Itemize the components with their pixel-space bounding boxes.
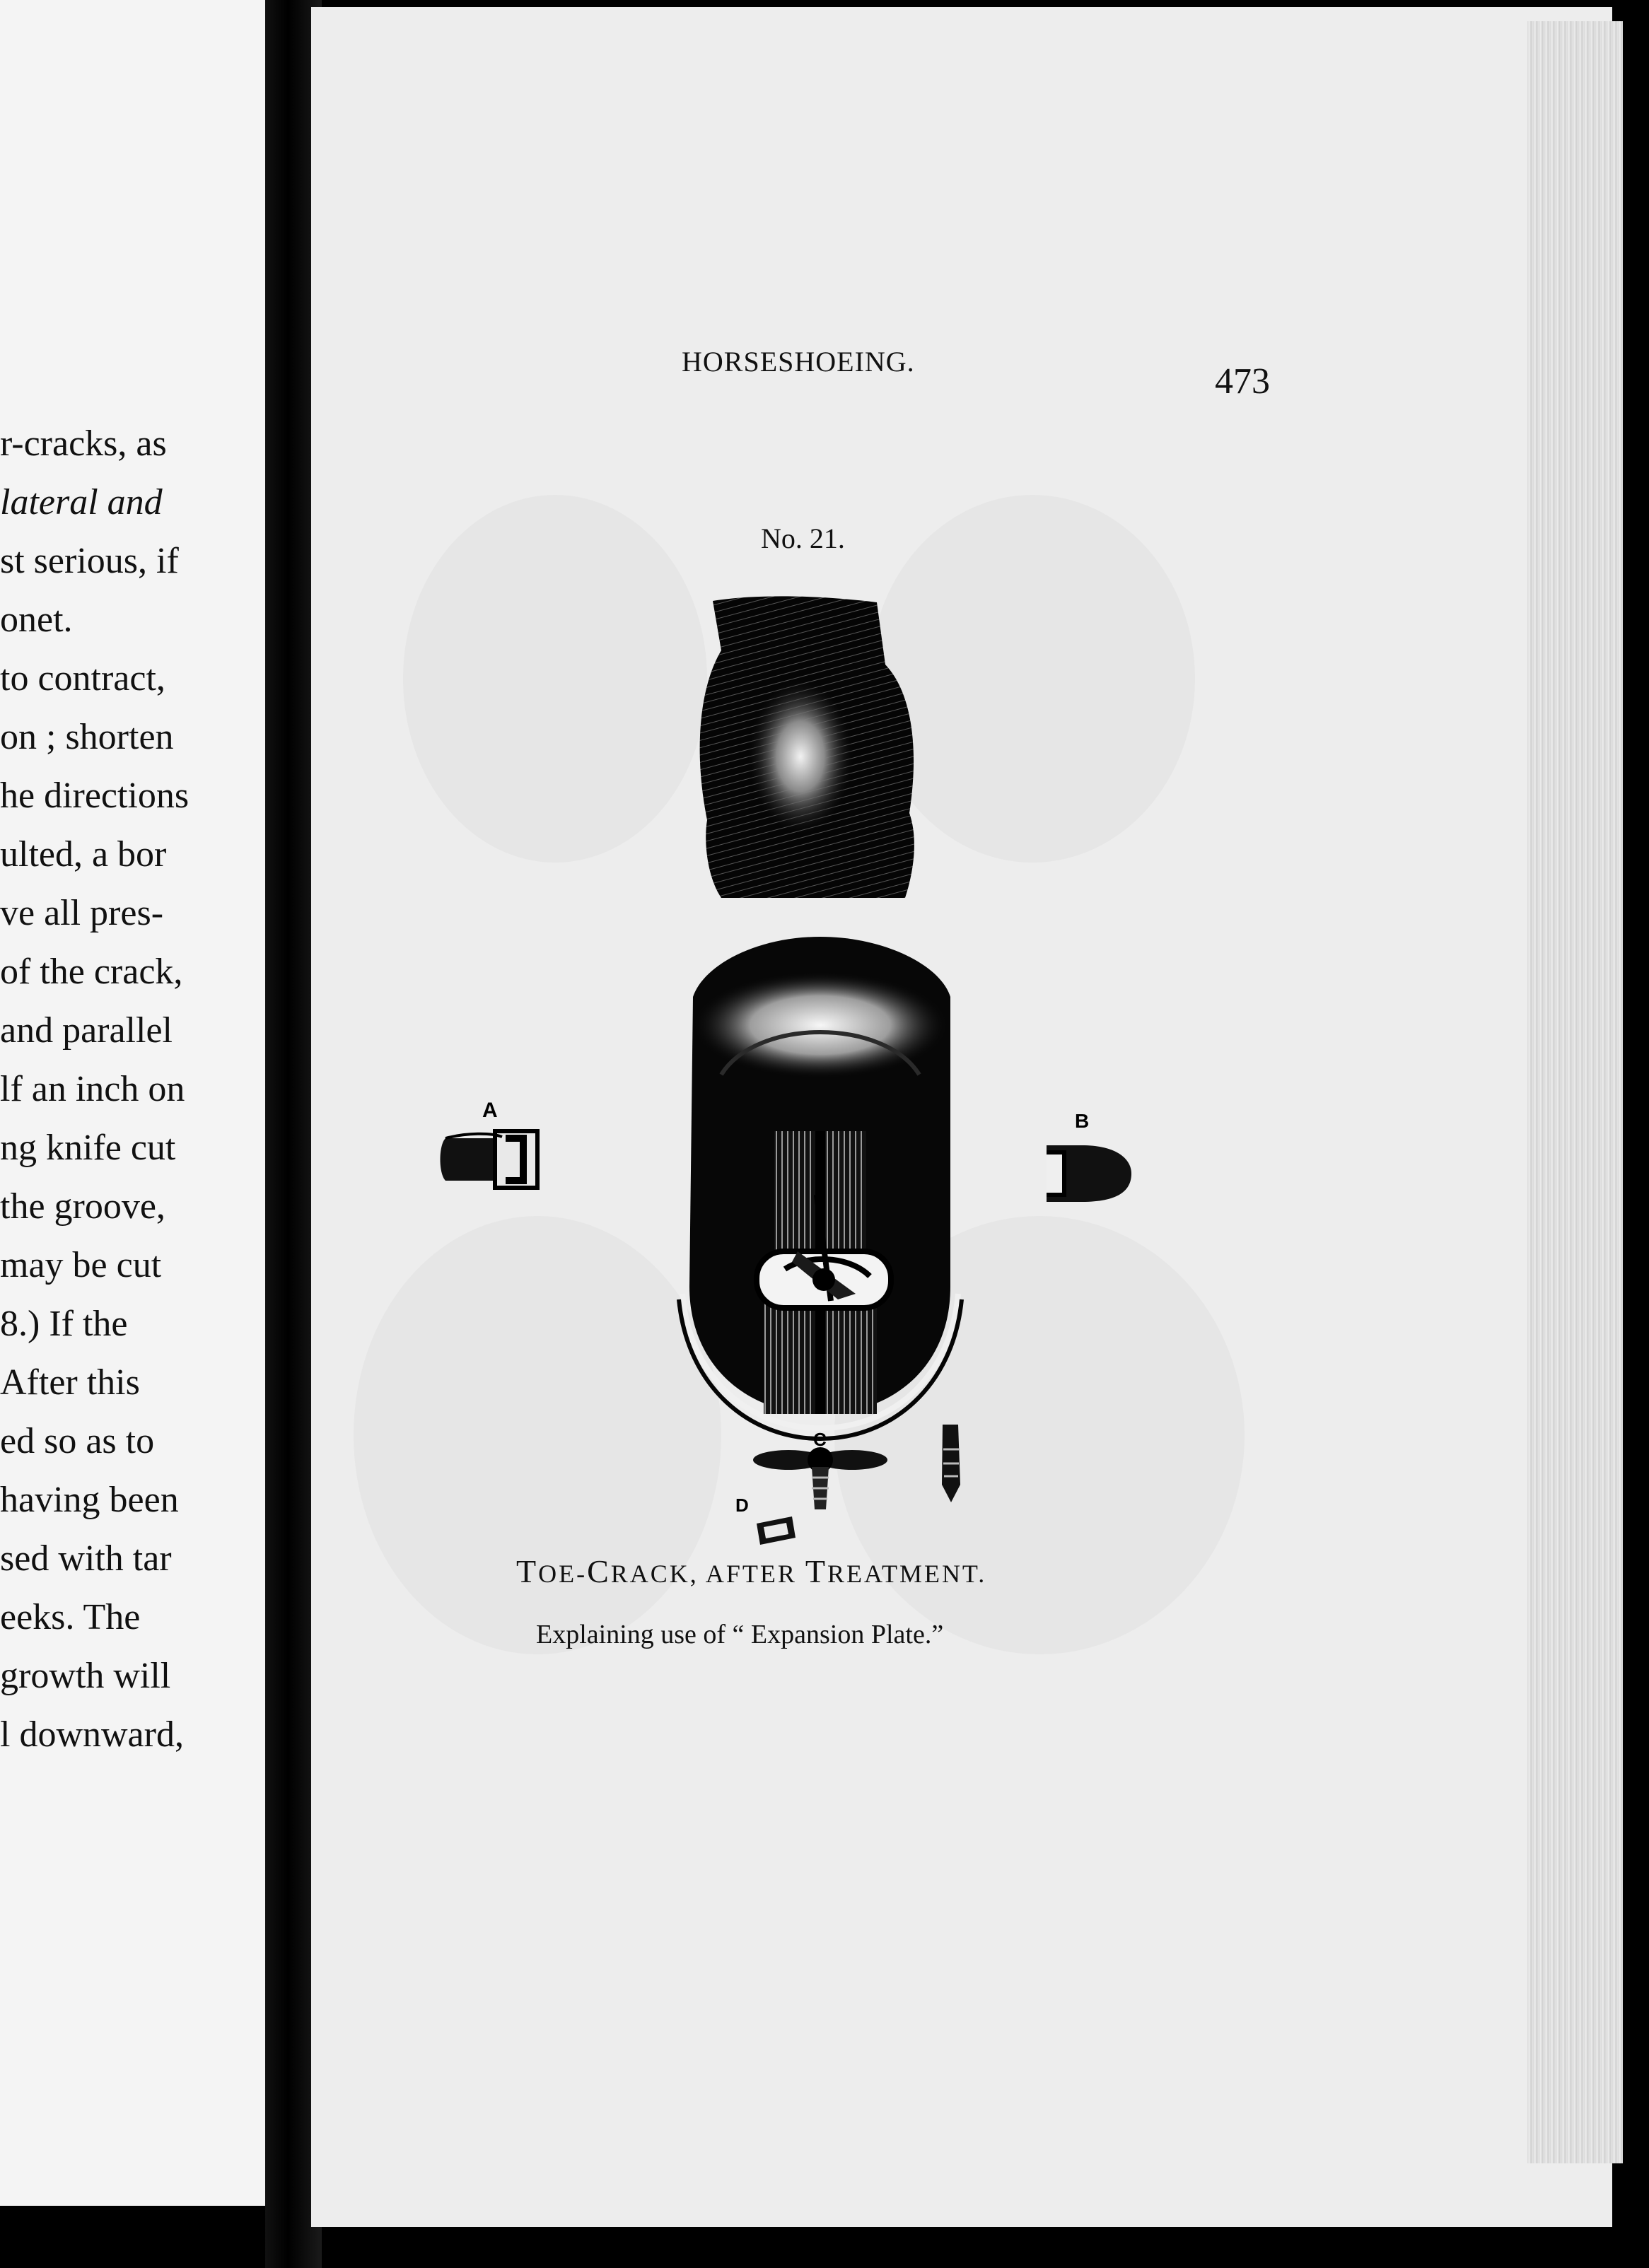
left-line: ed so as to bbox=[0, 1421, 155, 1461]
figure-caption-title: TOE-CRACK, AFTER TREATMENT. bbox=[516, 1553, 987, 1589]
left-line: lateral and bbox=[0, 482, 163, 522]
left-line: of the crack, bbox=[0, 952, 183, 992]
left-line: onet. bbox=[0, 600, 73, 640]
left-page bbox=[0, 0, 265, 2206]
pastern-highlight bbox=[747, 679, 853, 834]
left-line: on ; shorten bbox=[0, 717, 174, 757]
left-line: the groove, bbox=[0, 1186, 165, 1227]
left-line: and parallel bbox=[0, 1010, 173, 1051]
label-a: A bbox=[482, 1099, 498, 1122]
left-line: ve all pres- bbox=[0, 893, 164, 933]
page-number: 473 bbox=[1215, 361, 1270, 402]
left-line: After this bbox=[0, 1362, 140, 1403]
label-b: B bbox=[1075, 1110, 1090, 1132]
part-d bbox=[757, 1516, 796, 1545]
left-line: l downward, bbox=[0, 1714, 184, 1755]
left-line: he directions bbox=[0, 776, 190, 816]
left-line: to contract, bbox=[0, 658, 165, 698]
part-b bbox=[1047, 1145, 1131, 1202]
left-line: lf an inch on bbox=[0, 1069, 185, 1109]
left-line: sed with tar bbox=[0, 1538, 172, 1579]
left-line: eeks. The bbox=[0, 1597, 141, 1637]
left-line: ulted, a bor bbox=[0, 834, 167, 875]
page-edges bbox=[1527, 21, 1623, 2163]
hoof-illustration bbox=[424, 580, 1259, 1555]
left-line: 8.) If the bbox=[0, 1304, 128, 1344]
left-line: st serious, if bbox=[0, 541, 179, 581]
label-c: C bbox=[813, 1429, 827, 1450]
left-page-text bbox=[0, 414, 216, 1764]
part-a bbox=[441, 1131, 538, 1188]
left-line: growth will bbox=[0, 1656, 171, 1696]
left-line: having been bbox=[0, 1480, 179, 1520]
figure-caption-subtitle: Explaining use of “ Expansion Plate.” bbox=[536, 1620, 944, 1649]
figure-number: No. 21. bbox=[761, 522, 845, 554]
left-line: r-cracks, as bbox=[0, 423, 167, 464]
screw-part bbox=[942, 1425, 960, 1502]
left-line: ng knife cut bbox=[0, 1128, 176, 1168]
running-head: HORSESHOEING. bbox=[682, 346, 915, 378]
left-line: may be cut bbox=[0, 1245, 162, 1285]
label-d: D bbox=[735, 1495, 749, 1516]
part-c bbox=[753, 1447, 887, 1509]
